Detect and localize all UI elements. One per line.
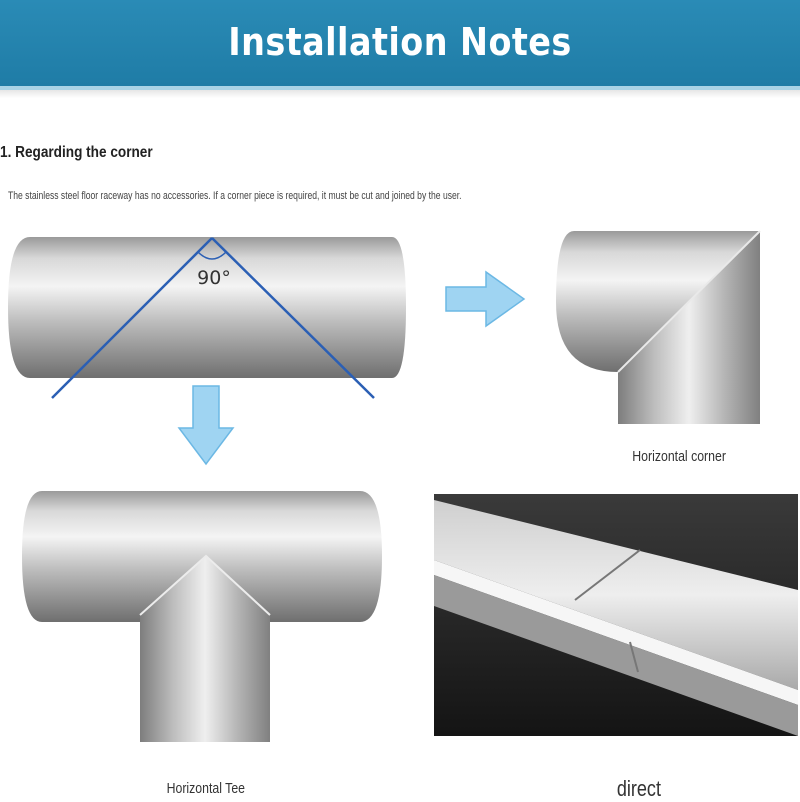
horizontal-corner-caption: Horizontal corner [632, 448, 726, 465]
angle-label: 90° [197, 267, 231, 289]
arrow-down-icon [179, 386, 233, 464]
arrow-right-icon [446, 272, 524, 326]
direct-caption: direct [616, 776, 661, 801]
horizontal-tee-figure [22, 491, 382, 742]
section-heading: 1. Regarding the corner [0, 144, 153, 161]
direct-joint-photo [434, 494, 798, 736]
horizontal-tee-caption: Horizontal Tee [166, 780, 246, 797]
page-title: Installation Notes [228, 20, 572, 64]
straight-pipe-figure [8, 237, 406, 398]
horizontal-corner-figure [556, 231, 760, 424]
section-description: The stainless steel floor raceway has no accessories. If a corner piece is required, it must be cut and joined by the user. [8, 190, 462, 202]
